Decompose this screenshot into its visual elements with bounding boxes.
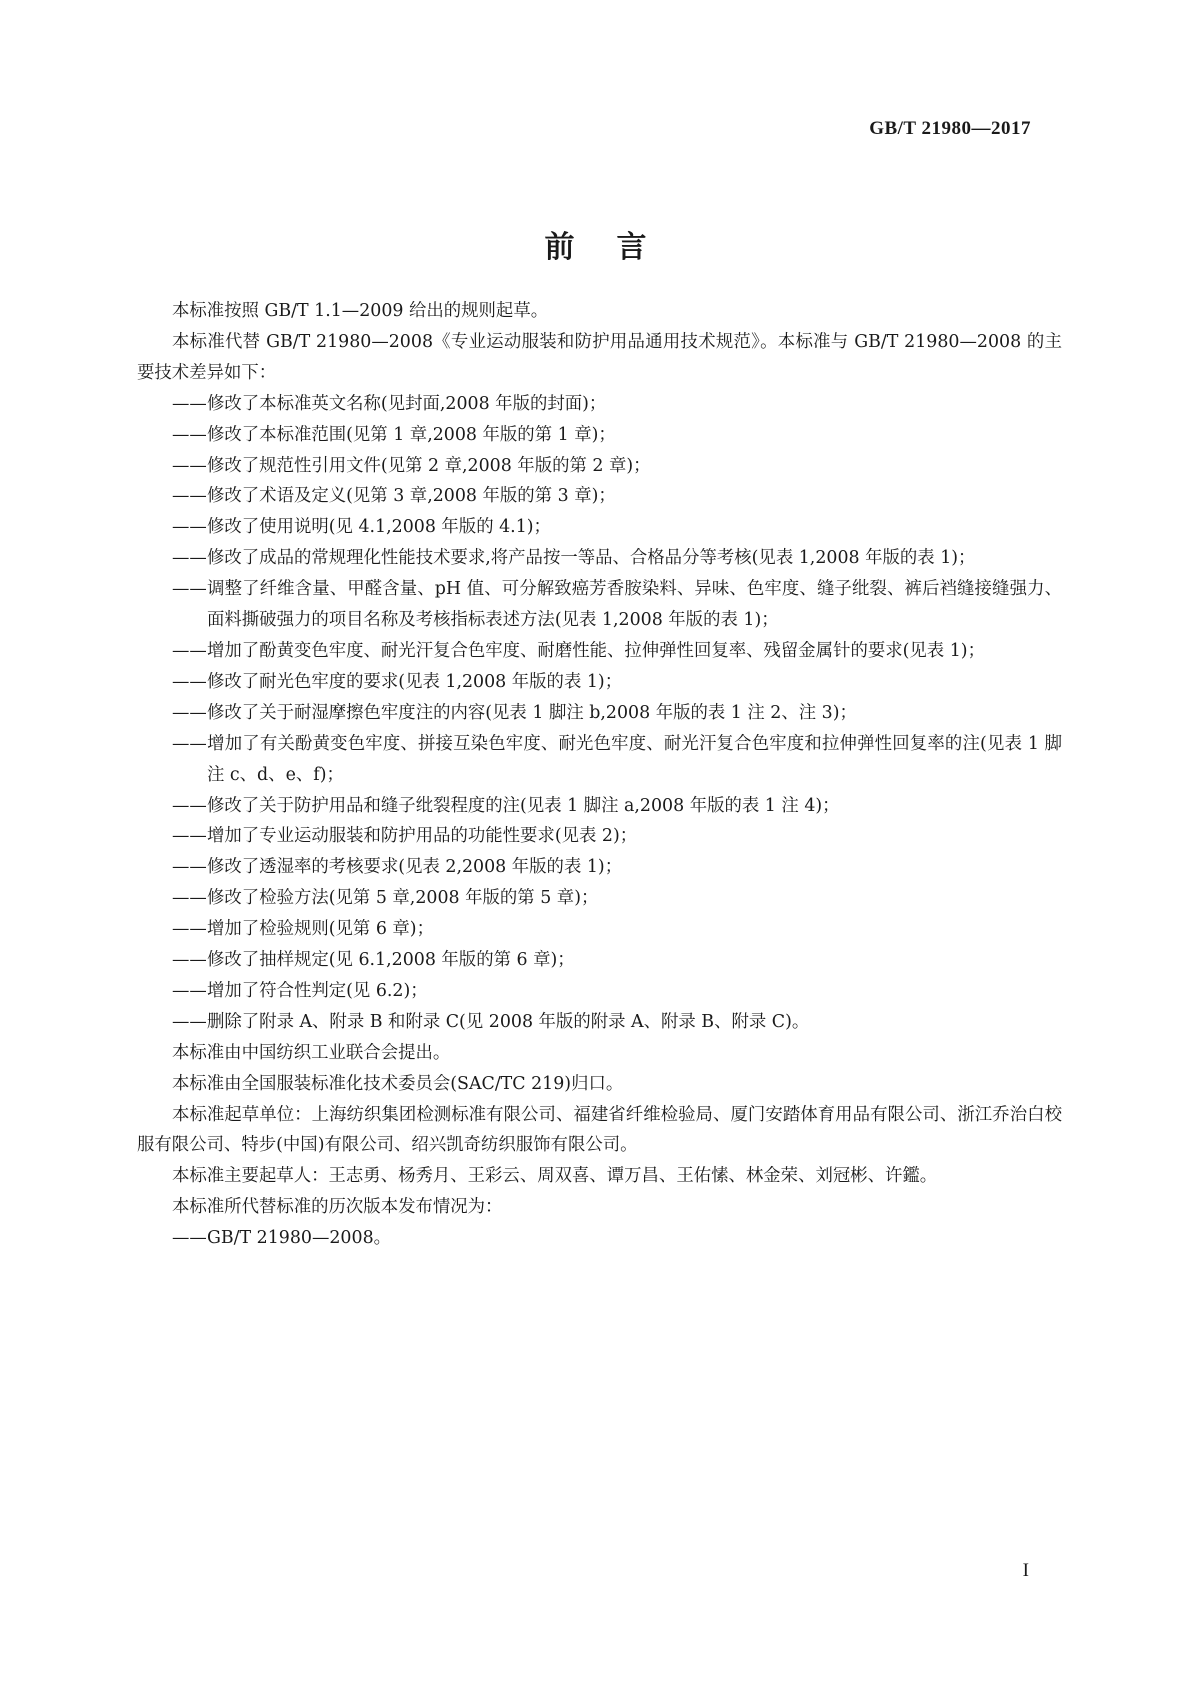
- dash-marker: ——: [172, 980, 207, 1001]
- list-item-text: 增加了有关酚黄变色牢度、拼接互染色牢度、耐光色牢度、耐光汗复合色牢度和拉伸弹性回复率的注(见表 1 脚注 c、d、e、f)；: [207, 733, 1062, 785]
- list-item-text: 修改了本标准范围(见第 1 章,2008 年版的第 1 章)；: [207, 424, 616, 445]
- change-item: [137, 420, 1062, 451]
- closing-paragraph: 本标准由中国纺织工业联合会提出。: [172, 1042, 451, 1063]
- history-item: [137, 1223, 1062, 1254]
- dash-marker: ——: [172, 486, 207, 507]
- dash-marker: ——: [172, 733, 207, 754]
- dash-marker: ——: [172, 579, 207, 600]
- dash-marker: ——: [172, 826, 207, 847]
- list-item-text: 修改了抽样规定(见 6.1,2008 年版的第 6 章)；: [207, 950, 575, 971]
- dash-marker: ——: [172, 919, 207, 940]
- list-item-text: 修改了成品的常规理化性能技术要求,将产品按一等品、合格品分等考核(见表 1,2008 年版的表 1)；: [207, 548, 976, 569]
- change-item: [137, 574, 1062, 636]
- dash-marker: ——: [172, 888, 207, 909]
- change-item: [137, 945, 1062, 976]
- dash-marker: ——: [172, 548, 207, 569]
- intro-paragraph: 本标准按照 GB/T 1.1—2009 给出的规则起草。: [172, 301, 549, 321]
- list-item-text: 修改了检验方法(见第 5 章,2008 年版的第 5 章)；: [207, 888, 599, 909]
- intro-paragraph: 本标准代替 GB/T 21980—2008《专业运动服装和防护用品通用技术规范》。本标准与 GB/T 21980—2008 的主要技术差异如下：: [137, 331, 1062, 383]
- list-item-text: 修改了关于耐湿摩擦色牢度注的内容(见表 1 脚注 b,2008 年版的表 1 注 2、注 3)；: [207, 702, 857, 723]
- history-list: [137, 1223, 1062, 1254]
- list-item-text: 删除了附录 A、附录 B 和附录 C(见 2008 年版的附录 A、附录 B、附录 C)。: [207, 1011, 810, 1032]
- list-item-text: 修改了耐光色牢度的要求(见表 1,2008 年版的表 1)；: [207, 671, 623, 692]
- list-item-text: 调整了纤维含量、甲醛含量、pH 值、可分解致癌芳香胺染料、异味、色牢度、缝子纰裂、裤后裆缝接缝强力、面料撕破强力的项目名称及考核指标表述方法(见表 1,2008 年版的表 1)；: [207, 579, 1062, 631]
- dash-marker: ——: [172, 795, 207, 816]
- list-item-text: 增加了检验规则(见第 6 章)；: [207, 919, 434, 940]
- page-title: 前言: [544, 230, 689, 265]
- change-item: [137, 883, 1062, 914]
- change-item: [137, 976, 1062, 1007]
- change-item: [137, 821, 1062, 852]
- closing-paragraph: 本标准起草单位：上海纺织集团检测标准有限公司、福建省纤维检验局、厦门安踏体育用品有限公司、浙江乔治白校服有限公司、特步(中国)有限公司、绍兴凯奇纺织服饰有限公司。: [137, 1104, 1062, 1156]
- standard-code-header: GB/T 21980—2017: [869, 118, 1031, 139]
- dash-marker: ——: [172, 455, 207, 476]
- change-item: [137, 852, 1062, 883]
- dash-marker: ——: [172, 1228, 207, 1249]
- closing-paragraph: 本标准由全国服装标准化技术委员会(SAC/TC 219)归口。: [172, 1073, 624, 1094]
- change-item: [137, 914, 1062, 945]
- list-item-text: GB/T 21980—2008。: [207, 1228, 392, 1249]
- changes-list: [137, 389, 1062, 1038]
- change-item: [137, 543, 1062, 574]
- change-item: [137, 389, 1062, 420]
- list-item-text: 修改了关于防护用品和缝子纰裂程度的注(见表 1 脚注 a,2008 年版的表 1 注 4)；: [207, 795, 840, 816]
- dash-marker: ——: [172, 424, 207, 445]
- dash-marker: ——: [172, 640, 207, 661]
- change-item: [137, 1007, 1062, 1038]
- dash-marker: ——: [172, 950, 207, 971]
- change-item: [137, 636, 1062, 667]
- dash-marker: ——: [172, 517, 207, 538]
- change-item: [137, 667, 1062, 698]
- dash-marker: ——: [172, 393, 207, 414]
- document-body: [137, 296, 1062, 1254]
- dash-marker: ——: [172, 671, 207, 692]
- change-item: [137, 791, 1062, 822]
- dash-marker: ——: [172, 857, 207, 878]
- change-item: [137, 729, 1062, 791]
- dash-marker: ——: [172, 1011, 207, 1032]
- list-item-text: 修改了使用说明(见 4.1,2008 年版的 4.1)；: [207, 517, 551, 538]
- list-item-text: 修改了术语及定义(见第 3 章,2008 年版的第 3 章)；: [207, 486, 616, 507]
- list-item-text: 修改了本标准英文名称(见封面,2008 年版的封面)；: [207, 393, 607, 414]
- closing-paragraph: 本标准主要起草人：王志勇、杨秀月、王彩云、周双喜、谭万昌、王佑愫、林金荣、刘冠彬、许鑑。: [172, 1166, 938, 1187]
- change-item: [137, 481, 1062, 512]
- change-item: [137, 512, 1062, 543]
- list-item-text: 增加了专业运动服装和防护用品的功能性要求(见表 2)；: [207, 826, 638, 847]
- list-item-text: 增加了酚黄变色牢度、耐光汗复合色牢度、耐磨性能、拉伸弹性回复率、残留金属针的要求(见表 1)；: [207, 640, 985, 661]
- page-number: I: [1022, 1560, 1029, 1581]
- list-item-text: 修改了透湿率的考核要求(见表 2,2008 年版的表 1)；: [207, 857, 623, 878]
- list-item-text: 增加了符合性判定(见 6.2)；: [207, 980, 428, 1001]
- change-item: [137, 698, 1062, 729]
- change-item: [137, 451, 1062, 482]
- list-item-text: 修改了规范性引用文件(见第 2 章,2008 年版的第 2 章)；: [207, 455, 651, 476]
- closing-paragraph: 本标准所代替标准的历次版本发布情况为：: [172, 1197, 503, 1218]
- dash-marker: ——: [172, 702, 207, 723]
